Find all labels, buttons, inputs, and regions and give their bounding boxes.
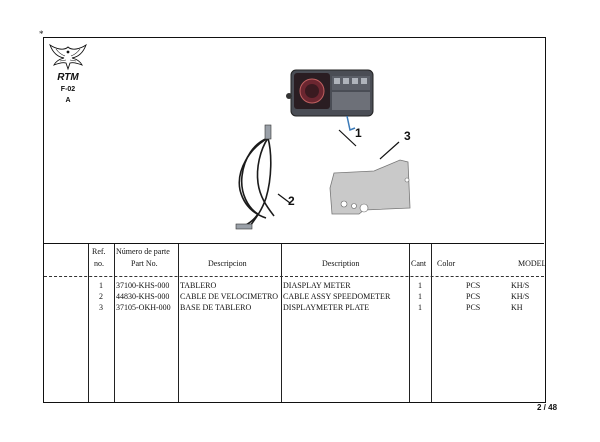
logo-text: RTM: [57, 72, 79, 83]
cell-descripcion: CABLE DE VELOCIMETRO: [180, 292, 279, 301]
header-cant: Cant: [411, 259, 427, 268]
cell-description: CABLE ASSY SPEEDOMETER: [283, 292, 391, 301]
col-divider: [281, 244, 282, 402]
cell-description: DIASPLAY METER: [283, 281, 351, 290]
col-divider: [409, 244, 410, 402]
cell-unit: PCS: [466, 303, 481, 312]
table-row: [44, 303, 544, 314]
callout-1: 1: [355, 126, 362, 140]
header-model: MODEL: [518, 259, 547, 268]
cable-nut: [236, 224, 252, 229]
table-row: [44, 281, 544, 292]
callout-3: 3: [404, 129, 411, 143]
header-part-es: Número de parte: [116, 247, 170, 256]
cable-end-fitting: [265, 125, 271, 139]
rtm-eagle-logo: [46, 43, 90, 83]
header-ref-no: no.: [94, 259, 104, 268]
page-number: 2 / 48: [537, 403, 558, 412]
section-subcode: A: [65, 97, 71, 104]
cell-model: KH/S: [511, 281, 530, 290]
col-divider: [178, 244, 179, 402]
cell-model: KH: [511, 303, 523, 312]
cell-part-no: 37100-KHS-000: [116, 281, 170, 290]
cell-descripcion: BASE DE TABLERO: [180, 303, 252, 312]
section-code: F-02: [60, 86, 76, 93]
cell-unit: PCS: [466, 281, 481, 290]
cell-cant: 1: [418, 292, 422, 301]
header-descripcion: Descripcion: [208, 259, 247, 268]
cell-ref: 2: [99, 292, 103, 301]
col-divider: [88, 244, 89, 402]
parts-table: [44, 243, 547, 402]
parts-illustration: [214, 58, 444, 238]
cell-unit: PCS: [466, 292, 481, 301]
asterisk-mark: *: [39, 29, 44, 39]
cell-description: DISPLAYMETER PLATE: [283, 303, 370, 312]
cell-part-no: 44830-KHS-000: [116, 292, 170, 301]
header-separator: [44, 276, 544, 277]
callout-2: 2: [288, 194, 295, 208]
speedometer-cable-image: [239, 138, 274, 226]
cell-ref: 3: [99, 303, 103, 312]
header-part-no: Part No.: [131, 259, 158, 268]
col-divider: [431, 244, 432, 402]
parts-sheet-frame: [43, 37, 546, 403]
cell-descripcion: TABLERO: [180, 281, 217, 290]
cell-cant: 1: [418, 303, 422, 312]
cell-cant: 1: [418, 281, 422, 290]
table-row: [44, 292, 544, 303]
meter-plate-image: [330, 160, 410, 214]
header-ref: Ref.: [92, 247, 106, 256]
cell-model: KH/S: [511, 292, 530, 301]
header-description: Description: [322, 259, 360, 268]
cell-part-no: 37105-OKH-000: [116, 303, 171, 312]
display-meter-image: [286, 70, 373, 130]
cell-ref: 1: [99, 281, 103, 290]
header-color: Color: [437, 259, 456, 268]
col-divider: [114, 244, 115, 402]
